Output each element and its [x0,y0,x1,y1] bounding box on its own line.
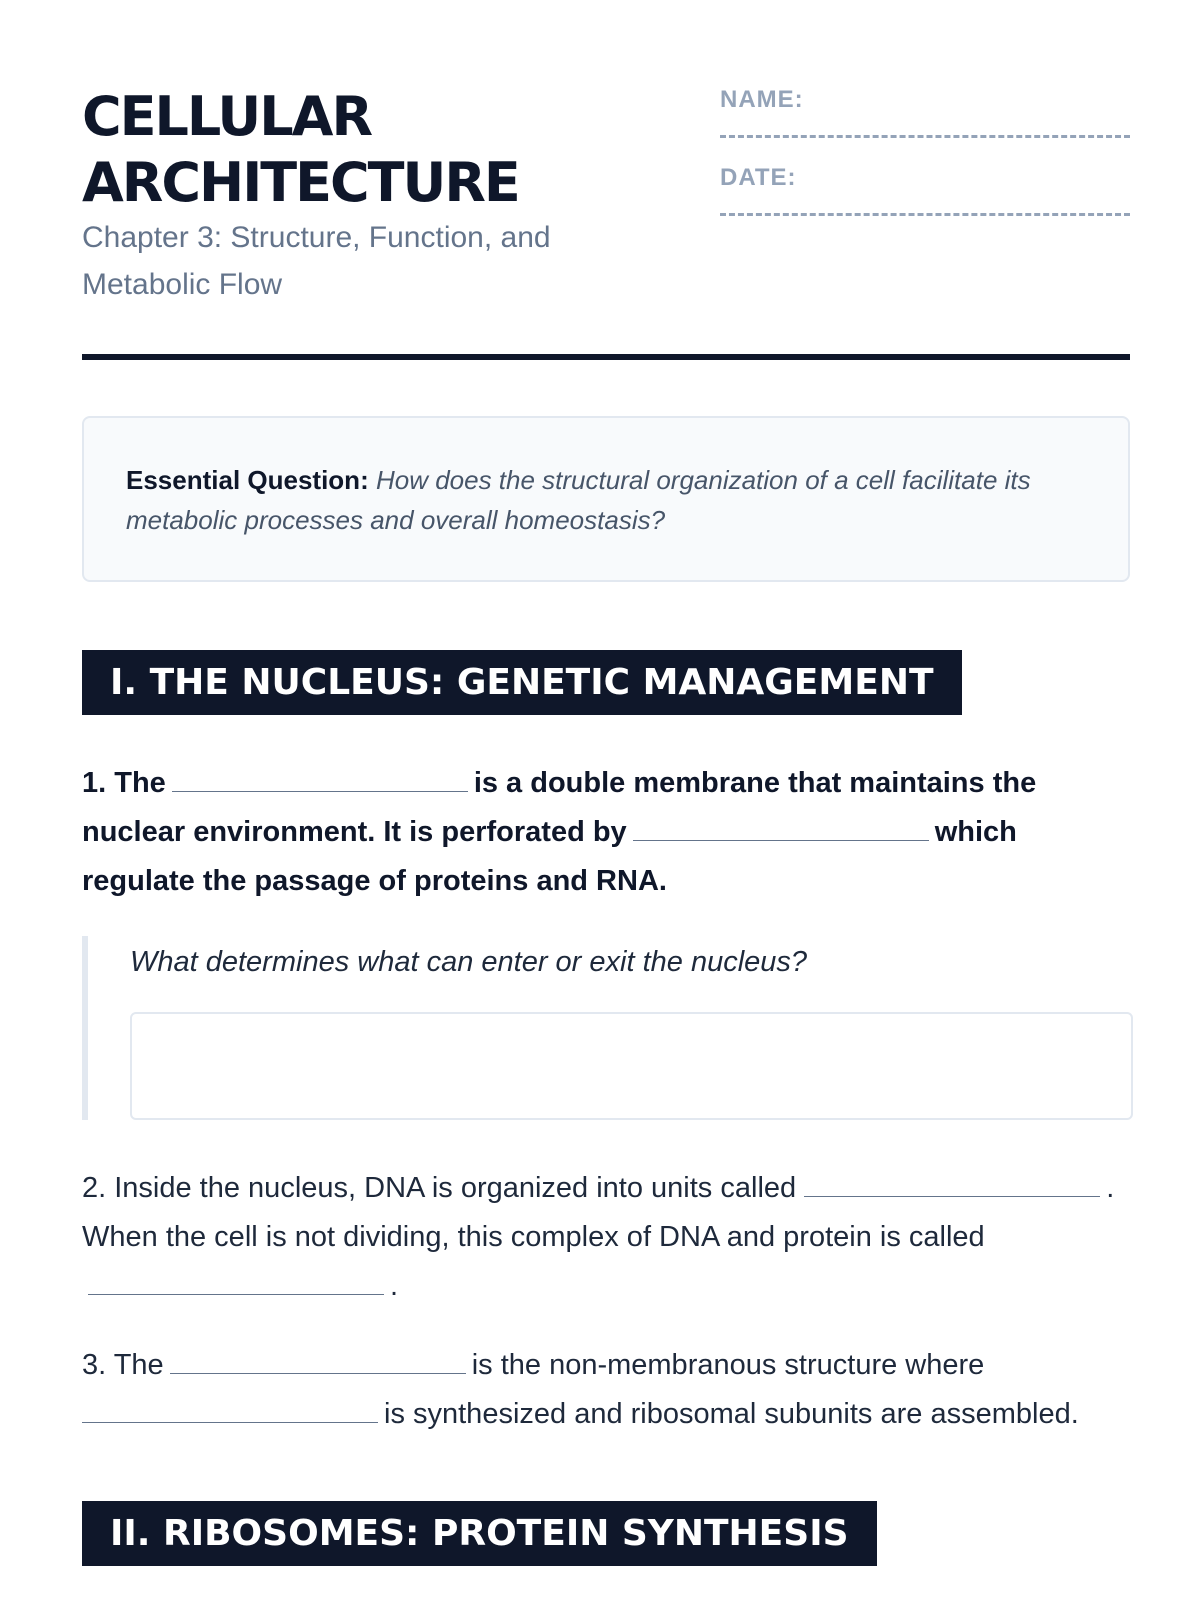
q2-blank-2[interactable] [88,1269,384,1295]
essential-question-label: Essential Question: [126,465,369,495]
essential-question-text: How does the structural organization of a cell facilitate its metabolic processes and overall homeostasis? [126,465,1031,535]
worksheet-header [82,84,1130,308]
q1-blank-2[interactable] [633,815,929,841]
q3-blank-2[interactable] [82,1397,378,1423]
reflection-prompt [82,936,1130,1120]
date-label: DATE: [720,164,797,191]
title-line-2: ARCHITECTURE [82,151,519,214]
q3-blank-1[interactable] [170,1348,466,1374]
page-subtitle: Chapter 3: Structure, Function, and Metabolic Flow [82,221,551,301]
student-info [720,84,1130,308]
q3-text-c: is synthesized and ribosomal subunits are assembled. [384,1398,1079,1430]
date-field[interactable] [720,192,1130,216]
question-3 [82,1341,1130,1439]
q1-text-a: 1. The [82,767,166,799]
q3-text-a: 3. The [82,1349,164,1381]
question-1 [82,759,1130,906]
section-heading-ribosomes: II. RIBOSOMES: PROTEIN SYNTHESIS [82,1501,877,1566]
title-line-1: CELLULAR [82,85,372,148]
q2-text-a: 2. Inside the nucleus, DNA is organized into units called [82,1172,797,1204]
section-heading-nucleus: I. THE NUCLEUS: GENETIC MANAGEMENT [82,650,962,715]
q1-text-b: is a double membrane that maintains the nuclear environment. It is perforated by [82,767,1037,848]
q1-text-c: which regulate the passage of proteins and RNA. [82,816,1017,897]
reflection-question: What determines what can enter or exit the nucleus? [130,946,808,978]
q1-blank-1[interactable] [172,766,468,792]
name-field[interactable] [720,114,1130,138]
q3-text-b: is the non-membranous structure where [471,1349,985,1381]
page-title [82,84,622,216]
q2-text-c: . [390,1270,399,1302]
essential-question-box [82,416,1130,582]
reflection-answer-box[interactable] [130,1012,1133,1120]
name-label: NAME: [720,86,804,113]
header-divider [82,354,1130,360]
q2-blank-1[interactable] [804,1171,1100,1197]
question-2 [82,1164,1130,1311]
q2-text-b: . When the cell is not dividing, this complex of DNA and protein is called [82,1172,1115,1253]
